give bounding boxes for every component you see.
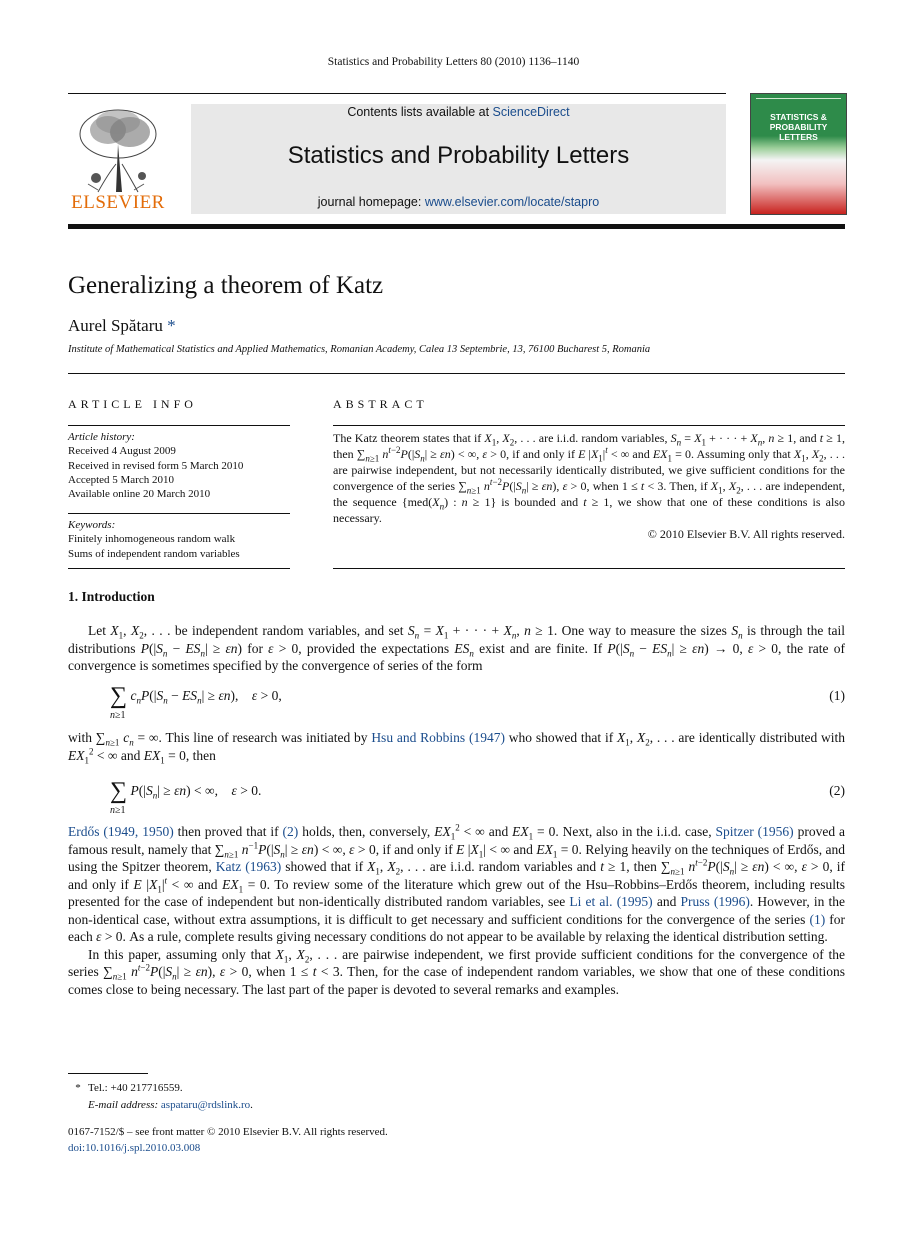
ref-erdos[interactable]: Erdős (1949, 1950) — [68, 824, 174, 839]
cover-title-line: PROBABILITY — [769, 122, 828, 132]
author-name: Aurel Spătaru — [68, 316, 163, 335]
history-item: Received in revised form 5 March 2010 — [68, 459, 244, 472]
history-label: Article history: — [68, 431, 135, 443]
abstract-copyright: © 2010 Elsevier B.V. All rights reserved. — [647, 527, 845, 541]
history-item: Accepted 5 March 2010 — [68, 473, 174, 486]
ref-hsu-robbins[interactable]: Hsu and Robbins — [371, 730, 466, 745]
footnote-mark: * — [75, 1082, 81, 1094]
footnote-tel: Tel.: +40 217716559. — [88, 1082, 183, 1094]
keyword-item: Sums of independent random variables — [68, 547, 240, 560]
section-heading-introduction: 1. Introduction — [68, 589, 155, 604]
elsevier-wordmark: ELSEVIER — [71, 192, 165, 213]
email-label: E-mail address: — [88, 1099, 161, 1111]
contents-line — [191, 105, 726, 119]
intro-text: Erdős (1949, 1950) then proved that if (2) holds, then, conversely, $EX_1^2$ < ∞ and $EX_1 = 0$. Next, also in the i.i.d. case, Spitzer (1956) proved a famous result, namely that $\sum_{n\ge 1}$ $n^{-1}P(|S_n| \ge \varepsilon n)$ < ∞, ε > 0, if and only if E $|X_1|$ < ∞ and $EX_1 = 0$. Relying heavily on the techniques of Erdős, and using the Spitzer theorem, Katz (1963) showed that if $X_1$, $X_2$, . . . are i.i.d. random variables and t ≥ 1, then $\sum_{n\ge 1}$ $n^{t-2}P(|S_n| \ge \varepsilon n)$ < ∞, ε > 0, if and only if E $|X_1|^t$ < ∞ and $EX_1 = 0$. To review some of the literature which grew out of the Hsu–Robbins–Erdős theorem, including results presented for the case of independent but non-identically distributed random variables, see Li et al. (1995) and Pruss (1996). However, in the non-identical case, without extra assumptions, it is difficult to get necessary and sufficient conditions for the convergence of the series (1) for each ε > 0. As a rule, complete results giving necessary conditions do not appear to be available by relaxing the identical distribution setting. — [68, 822, 846, 944]
equation-2-number: (2) — [829, 783, 845, 798]
header-top-rule — [68, 93, 726, 94]
footnote-email-line: E-mail address: aspataru@rdslink.ro. — [88, 1099, 253, 1111]
cover-title — [751, 112, 846, 142]
article-info-rule — [68, 425, 290, 426]
history-item: Available online 20 March 2010 — [68, 488, 211, 501]
ref-li-et-al[interactable]: Li et al. (1995) — [569, 894, 653, 909]
intro-paragraph-1 — [68, 622, 845, 675]
sciencedirect-link[interactable]: ScienceDirect — [492, 105, 570, 119]
intro-paragraph-2 — [68, 729, 845, 764]
intro-text: with $\sum_{n\ge 1}$ $c_n$ = ∞. This line of research was initiated by Hsu and Robbins (1947) who showed that if $X_1$, $X_2$, . . . are identically distributed with $EX_1^2$ < ∞ and $EX_1 = 0$, then — [68, 730, 846, 766]
equation-2 — [68, 775, 845, 815]
publication-info — [68, 1124, 388, 1156]
abstract-heading: ABSTRACT — [333, 397, 428, 411]
journal-citation: Statistics and Probability Letters 80 (2010) 1136–1140 — [327, 56, 580, 68]
homepage-prefix: journal homepage: — [317, 195, 425, 209]
homepage-line — [191, 195, 726, 209]
equation-1-expression: ∑ $c_nP(|S_n - ES_n| \ge \varepsilon n)$, ε > 0, n≥1 — [110, 683, 282, 721]
equation-1 — [68, 680, 845, 720]
ref-hsu-robbins-year[interactable]: (1947) — [469, 730, 505, 745]
cover-title-line: STATISTICS & — [770, 112, 827, 122]
abstract-body: The Katz theorem states that if $X_1$, $X_2$, . . . are i.i.d. random variables, $S_n = X_1$ + · · · + $X_n$, n ≥ 1, and t ≥ 1, then $\sum_{n\ge 1}$ $n^{t-2}P(|S_n| \ge \varepsilon n)$ < ∞, ε > 0, if and only if E $|X_1|^t$ < ∞ and $EX_1 = 0$. Assuming only that $X_1$, $X_2$, . . . are pairwise independent, but not necessarily identically distributed, we give sufficient conditions for the convergence of the series $\sum_{n\ge 1}$ $n^{t-2}P(|S_n| \ge \varepsilon n)$, ε > 0, when 1 ≤ t < 3. Then, if $X_1$, $X_2$, . . . are independent, the sequence {$med(X_n)$ : n ≥ 1} is bounded and t ≥ 1, we show that one of these conditions is also necessary. — [333, 431, 846, 525]
author-line — [68, 316, 176, 336]
email-link[interactable]: aspataru@rdslink.ro — [160, 1099, 251, 1111]
keywords-label: Keywords: — [68, 519, 116, 531]
ref-pruss[interactable]: Pruss (1996) — [680, 894, 750, 909]
header-thick-rule — [68, 224, 845, 229]
history-item: Received 4 August 2009 — [68, 445, 176, 458]
affiliation: Institute of Mathematical Statistics and Applied Mathematics, Romanian Academy, Calea 13 Septembrie, 13, 76100 Bucharest 5, Romania — [68, 344, 651, 355]
article-history — [68, 430, 290, 501]
author-footnote-link[interactable]: * — [167, 316, 176, 335]
journal-title: Statistics and Probability Letters — [287, 142, 630, 169]
equation-1-number: (1) — [829, 688, 845, 703]
cover-top-line — [756, 98, 841, 103]
ref-equation-1[interactable]: (1) — [809, 911, 826, 927]
footnote-tel-line — [68, 1080, 253, 1097]
intro-text: Let $X_1$, $X_2$, . . . be independent random variables, and set $S_n = X_1$ + · · · + $X_n$, n ≥ 1. One way to measure the sizes $S_n$ is through the tail distributions $P(|S_n - ES_n| \ge \varepsilon n)$ for ε > 0, provided the expectations $ES_n$ exist and are finite. If $P(|S_n - ES_n| \ge \varepsilon n) \to 0$, ε > 0, the rate of convergence is sometimes specified by the convergence of series of the form — [68, 623, 845, 673]
journal-cover[interactable] — [750, 93, 847, 215]
keywords-rule — [68, 568, 290, 569]
title-bottom-rule — [68, 373, 845, 374]
contents-prefix: Contents lists available at — [347, 105, 493, 119]
elsevier-tree-icon — [68, 104, 168, 194]
abstract-text — [333, 430, 845, 542]
elsevier-logo[interactable] — [68, 104, 168, 214]
ref-spitzer[interactable]: Spitzer — [715, 824, 754, 839]
paper-title: Generalizing a theorem of Katz — [68, 272, 384, 299]
intro-text: In this paper, assuming only that $X_1$, $X_2$, . . . are pairwise independent, we first provide sufficient conditions for the convergence of the series $\sum_{n\ge 1}$ $n^{t-2}P(|S_n| \ge \varepsilon n)$, ε > 0, when 1 ≤ t < 3. Then, for the case of independent random variables, we show that one of these conditions comes close to being necessary. The last part of the paper is devoted to several remarks and examples. — [68, 946, 846, 997]
keywords — [68, 518, 290, 561]
keyword-item: Finitely inhomogeneous random walk — [68, 533, 236, 546]
journal-banner — [191, 104, 726, 214]
ref-spitzer-year[interactable]: (1956) — [757, 824, 794, 839]
homepage-link[interactable]: www.elsevier.com/locate/stapro — [424, 195, 600, 209]
doi-link[interactable]: doi:10.1016/j.spl.2010.03.008 — [68, 1142, 201, 1154]
footnote-rule — [68, 1073, 148, 1074]
equation-2-expression: ∑ $P(|S_n| \ge \varepsilon n)$ < ∞, ε > 0. n≥1 — [110, 778, 262, 816]
history-rule — [68, 513, 290, 514]
article-info-heading: ARTICLE INFO — [68, 397, 197, 411]
intro-paragraph-3 — [68, 823, 845, 998]
front-matter: 0167-7152/$ – see front matter © 2010 Elsevier B.V. All rights reserved. — [68, 1126, 388, 1138]
cover-title-line: LETTERS — [779, 132, 818, 142]
author-footnote — [68, 1080, 253, 1114]
ref-katz[interactable]: Katz (1963) — [215, 859, 282, 874]
ref-equation-2[interactable]: (2) — [282, 824, 299, 839]
abstract-bottom-rule — [333, 568, 845, 569]
abstract-rule — [333, 425, 845, 426]
